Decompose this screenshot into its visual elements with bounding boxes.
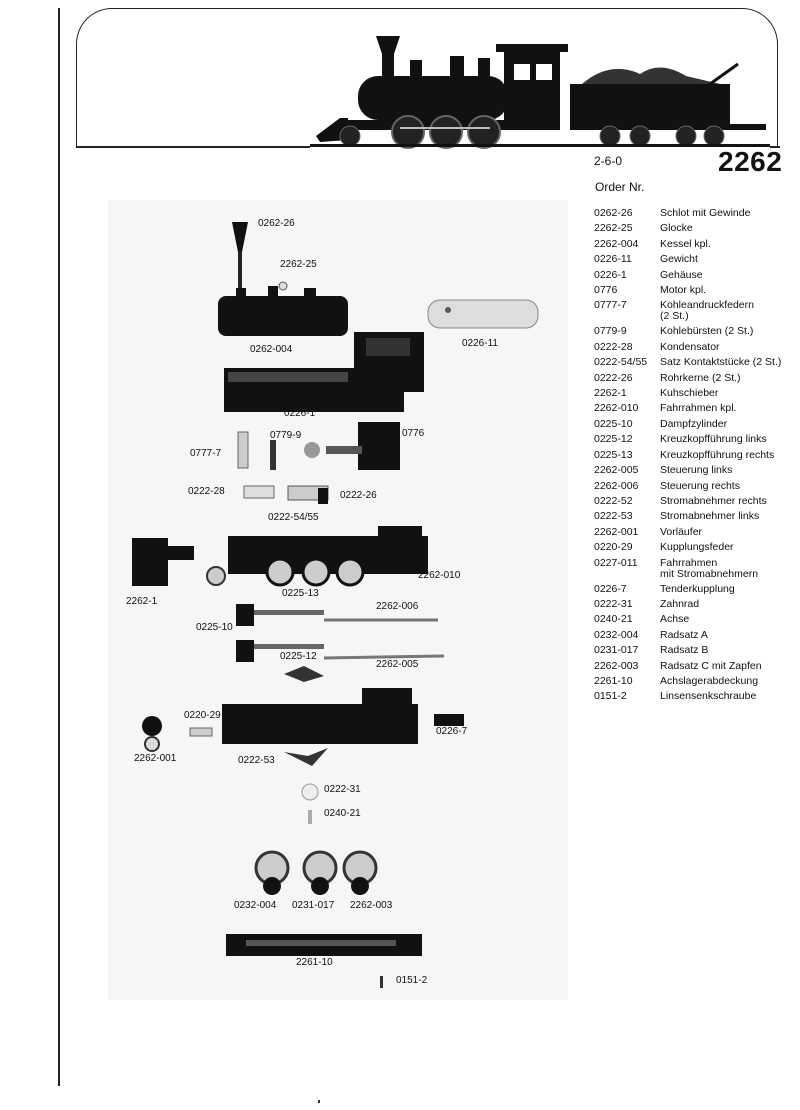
- smokestack-part: [232, 222, 248, 298]
- callout-0226-1: 0226-1: [284, 408, 316, 419]
- left-margin-rule: [58, 8, 60, 1086]
- wheel-arrangement: 2-6-0: [594, 154, 623, 168]
- callout-2262-010: 2262-010: [418, 570, 461, 581]
- callout-0220-29: 0220-29: [184, 710, 221, 721]
- list-item: 0225-10 Dampfzylinder: [594, 417, 728, 430]
- list-item: 2262-006 Steuerung rechts: [594, 479, 740, 492]
- callout-2262-001: 2262-001: [134, 753, 177, 764]
- callout-0232-004: 0232-004: [234, 900, 277, 911]
- axle-cover-part: [226, 934, 422, 956]
- list-item: 0225-12 Kreuzkopfführung links: [594, 433, 767, 446]
- callout-0227-11: 0227-11: [278, 734, 314, 745]
- callout-0222-28: 0222-28: [188, 486, 225, 497]
- list-item: 0222-52 Stromabnehmer rechts: [594, 494, 767, 507]
- list-item: 0776 Motor kpl.: [594, 284, 707, 297]
- callout-2262-003: 2262-003: [350, 900, 393, 911]
- callout-2262-006: 2262-006: [376, 601, 419, 612]
- list-item: 0231-017 Radsatz B: [594, 644, 709, 657]
- callout-0776: 0776: [402, 428, 425, 439]
- list-item: 0227-011 Fahrrahmen mit Stromabnehmern: [594, 556, 759, 580]
- callout-0222-26: 0222-26: [340, 490, 377, 501]
- callout-0262-004: 0262-004: [250, 344, 293, 355]
- callout-2262-005: 2262-005: [376, 659, 419, 670]
- list-item: 0222-28 Kondensator: [594, 340, 720, 353]
- callout-2262-25: 2262-25: [280, 259, 317, 270]
- list-item: 0777-7 Kohleandruckfedern (2 St.): [594, 299, 754, 323]
- callout-0225-10: 0225-10: [196, 622, 233, 633]
- list-item: 0220-29 Kupplungsfeder: [594, 541, 734, 554]
- drive-frame-part: [207, 526, 428, 585]
- list-item: 0226-1 Gehäuse: [594, 268, 703, 281]
- callout-0779-9: 0779-9: [270, 430, 302, 441]
- list-item: 0240-21 Achse: [594, 613, 690, 626]
- weight-part: [428, 300, 538, 328]
- list-item: 0225-13 Kreuzkopfführung rechts: [594, 448, 775, 461]
- callout-0225-12: 0225-12: [280, 651, 317, 662]
- list-item: 0226-11 Gewicht: [594, 253, 698, 266]
- list-item: 0232-004 Radsatz A: [594, 628, 708, 641]
- list-item: 2262-1 Kuhschieber: [594, 387, 719, 400]
- list-item: 0222-26 Rohrkerne (2 St.): [594, 371, 741, 384]
- list-item: 0262-26 Schlot mit Gewinde: [594, 207, 751, 219]
- exploded-view-drawing: [108, 200, 578, 1000]
- list-item: 0222-53 Stromabnehmer links: [594, 510, 760, 523]
- parts-list: [594, 206, 794, 705]
- callout-0222-53: 0222-53: [238, 755, 275, 766]
- locomotive-illustration: [310, 24, 770, 150]
- order-heading: Order Nr.: [595, 180, 645, 194]
- list-item: 2262-003 Radsatz C mit Zapfen: [594, 659, 762, 672]
- motor-part: [238, 422, 400, 470]
- callout-0240-21: 0240-21: [324, 808, 361, 819]
- list-item: 2262-25 Glocke: [594, 222, 693, 235]
- list-item: 0151-2 Linsensenkschraube: [594, 690, 757, 703]
- list-item: 2262-001 Vorläufer: [594, 525, 703, 538]
- boiler-part: [218, 286, 348, 336]
- callout-0222-31: 0222-31: [324, 784, 361, 795]
- list-item: 0779-9 Kohlebürsten (2 St.): [594, 325, 754, 338]
- valve-gear-parts: [236, 604, 444, 682]
- cowcatcher-part: [132, 538, 194, 586]
- callout-0226-7: 0226-7: [436, 726, 468, 737]
- wheelset-parts: [256, 852, 376, 895]
- list-item: 0222-54/55 Satz Kontaktstücke (2 St.): [594, 356, 782, 369]
- callout-0231-017: 0231-017: [292, 900, 335, 911]
- callout-0777-7: 0777-7: [190, 448, 222, 459]
- page-mark: [318, 1100, 320, 1103]
- callout-0151-2: 0151-2: [396, 975, 428, 986]
- callout-0262-26: 0262-26: [258, 218, 295, 229]
- list-item: 2262-010 Fahrrahmen kpl.: [594, 402, 737, 415]
- contact-parts: [244, 486, 328, 504]
- callout-0222-54-55: 0222-54/55: [268, 512, 319, 523]
- callout-0226-11: 0226-11: [462, 338, 498, 349]
- lower-frame-part: [142, 688, 464, 766]
- list-item: 0226-7 Tenderkupplung: [594, 582, 735, 595]
- callout-2262-1: 2262-1: [126, 596, 158, 607]
- list-item: 0222-31 Zahnrad: [594, 597, 700, 610]
- list-item: 2262-005 Steuerung links: [594, 464, 733, 477]
- model-number: 2262: [718, 146, 783, 177]
- callout-0225-13: 0225-13: [282, 588, 319, 599]
- list-item: 2261-10 Achslagerabdeckung: [594, 674, 759, 687]
- list-item: 2262-004 Kessel kpl.: [594, 237, 711, 250]
- callout-2261-10: 2261-10: [296, 957, 333, 968]
